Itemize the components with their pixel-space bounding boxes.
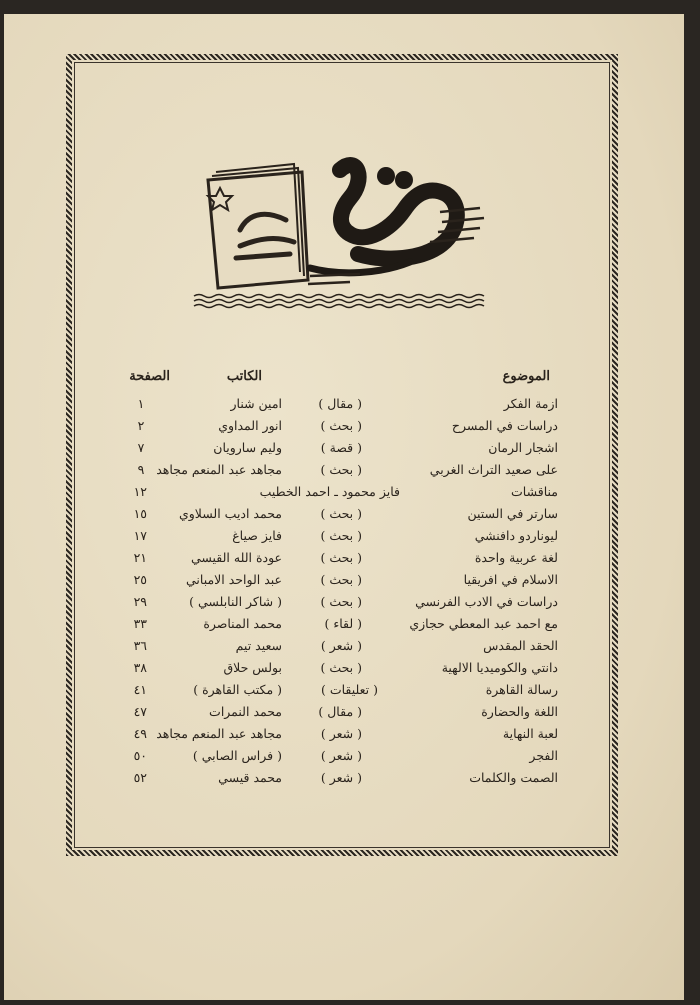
toc-page: ٣٣ (133, 616, 147, 631)
toc-author: محمد المناصرة (203, 616, 282, 631)
toc-type: ( بحث ) (320, 572, 362, 587)
toc-page: ٤٧ (133, 704, 147, 719)
toc-row (0, 503, 700, 525)
toc-row (0, 679, 700, 701)
toc-row (0, 745, 700, 767)
toc-row (0, 437, 700, 459)
toc-type: ( بحث ) (320, 418, 362, 433)
toc-type: ( تعليقات ) (320, 682, 378, 697)
toc-row (0, 459, 700, 481)
toc-header (0, 366, 700, 388)
toc-author: ( شاكر النابلسي ) (189, 594, 282, 609)
toc-page: ٥٢ (133, 770, 147, 785)
toc-topic: الحقد المقدس (483, 638, 558, 653)
header-page: الصفحة (129, 369, 170, 384)
toc-page: ٢٩ (133, 594, 147, 609)
toc-author: امين شنار (230, 396, 282, 411)
toc-author: ( فراس الصابي ) (192, 748, 282, 763)
toc-type: ( شعر ) (320, 770, 362, 785)
toc-author: فايز محمود ـ احمد الخطيب (259, 484, 400, 499)
toc-type: ( مقال ) (318, 396, 362, 411)
toc-topic: رسالة القاهرة (485, 682, 558, 697)
toc-row (0, 415, 700, 437)
toc-page: ٩ (137, 462, 145, 477)
toc-author: محمد قيسي (218, 770, 282, 785)
issue-logo (190, 150, 490, 315)
toc-author: مجاهد عبد المنعم مجاهد (156, 462, 282, 477)
toc-topic: دانتي والكوميديا الالهية (441, 660, 558, 675)
toc-topic: دراسات في المسرح (451, 418, 558, 433)
toc-topic: لغة عربية واحدة (474, 550, 558, 565)
toc-page: ٥٠ (133, 748, 147, 763)
toc-topic: لعبة النهاية (502, 726, 558, 741)
toc-page: ٣٦ (133, 638, 147, 653)
toc-row (0, 525, 700, 547)
toc-type: ( مقال ) (318, 704, 362, 719)
toc-author: ( مكتب القاهرة ) (193, 682, 282, 697)
toc-row (0, 723, 700, 745)
toc-author: انور المداوي (218, 418, 282, 433)
toc-page: ٤٩ (133, 726, 147, 741)
toc-row (0, 591, 700, 613)
toc-page: ٢١ (133, 550, 147, 565)
toc-row (0, 701, 700, 723)
toc-row (0, 481, 700, 503)
toc-topic: اشجار الرمان (488, 440, 558, 455)
toc-type: ( بحث ) (320, 550, 362, 565)
toc-row (0, 613, 700, 635)
calligraphy-word (310, 165, 457, 273)
toc-topic: مع احمد عبد المعطي حجازي (409, 616, 558, 631)
toc-type: ( لقاء ) (324, 616, 362, 631)
toc-type: ( بحث ) (320, 660, 362, 675)
toc-topic: الفجر (529, 748, 558, 763)
toc-row (0, 635, 700, 657)
toc-type: ( شعر ) (320, 748, 362, 763)
header-topic: الموضوع (502, 369, 550, 384)
toc-author: مجاهد عبد المنعم مجاهد (156, 726, 282, 741)
toc-page: ٢٥ (133, 572, 147, 587)
toc-row (0, 657, 700, 679)
toc-type: ( بحث ) (320, 506, 362, 521)
wavy-underline (194, 295, 484, 308)
toc-row (0, 393, 700, 415)
toc-row (0, 767, 700, 789)
toc-row (0, 569, 700, 591)
toc-author: عودة الله القيسي (190, 550, 282, 565)
toc-topic: اللغة والحضارة (481, 704, 558, 719)
toc-author: سعيد تيم (235, 638, 282, 653)
toc-page: ٧ (137, 440, 145, 455)
toc-topic: الاسلام في افريقيا (463, 572, 558, 587)
toc-author: محمد اديب السلاوي (178, 506, 282, 521)
toc-page: ١٧ (133, 528, 147, 543)
toc-page: ٣٨ (133, 660, 147, 675)
toc-author: محمد النمرات (209, 704, 282, 719)
toc-topic: ازمة الفكر (503, 396, 558, 411)
toc-topic: مناقشات (511, 484, 558, 499)
toc-page: ٢ (137, 418, 145, 433)
toc-topic: دراسات في الادب الفرنسي (415, 594, 558, 609)
toc-type: ( قصة ) (320, 440, 362, 455)
toc-topic: الصمت والكلمات (469, 770, 558, 785)
header-author: الكاتب (226, 369, 262, 384)
toc-page: ٤١ (133, 682, 147, 697)
toc-topic: ليوناردو دافنشي (474, 528, 558, 543)
toc-author: وليم سارويان (213, 440, 282, 455)
magazine-icon (208, 164, 308, 288)
toc-type: ( بحث ) (320, 462, 362, 477)
toc-topic: سارتر في الستين (467, 506, 558, 521)
toc-page: ١ (137, 396, 145, 411)
toc-page: ١٥ (133, 506, 147, 521)
toc-topic: على صعيد التراث الغربي (429, 462, 558, 477)
toc-author: فايز صياغ (232, 528, 282, 543)
toc-type: ( شعر ) (320, 726, 362, 741)
toc-author: بولس حلاق (223, 660, 282, 675)
toc-page: ١٢ (133, 484, 147, 499)
toc-row (0, 547, 700, 569)
toc-type: ( بحث ) (320, 594, 362, 609)
toc-type: ( بحث ) (320, 528, 362, 543)
toc-type: ( شعر ) (320, 638, 362, 653)
toc-author: عبد الواحد الامباني (185, 572, 282, 587)
